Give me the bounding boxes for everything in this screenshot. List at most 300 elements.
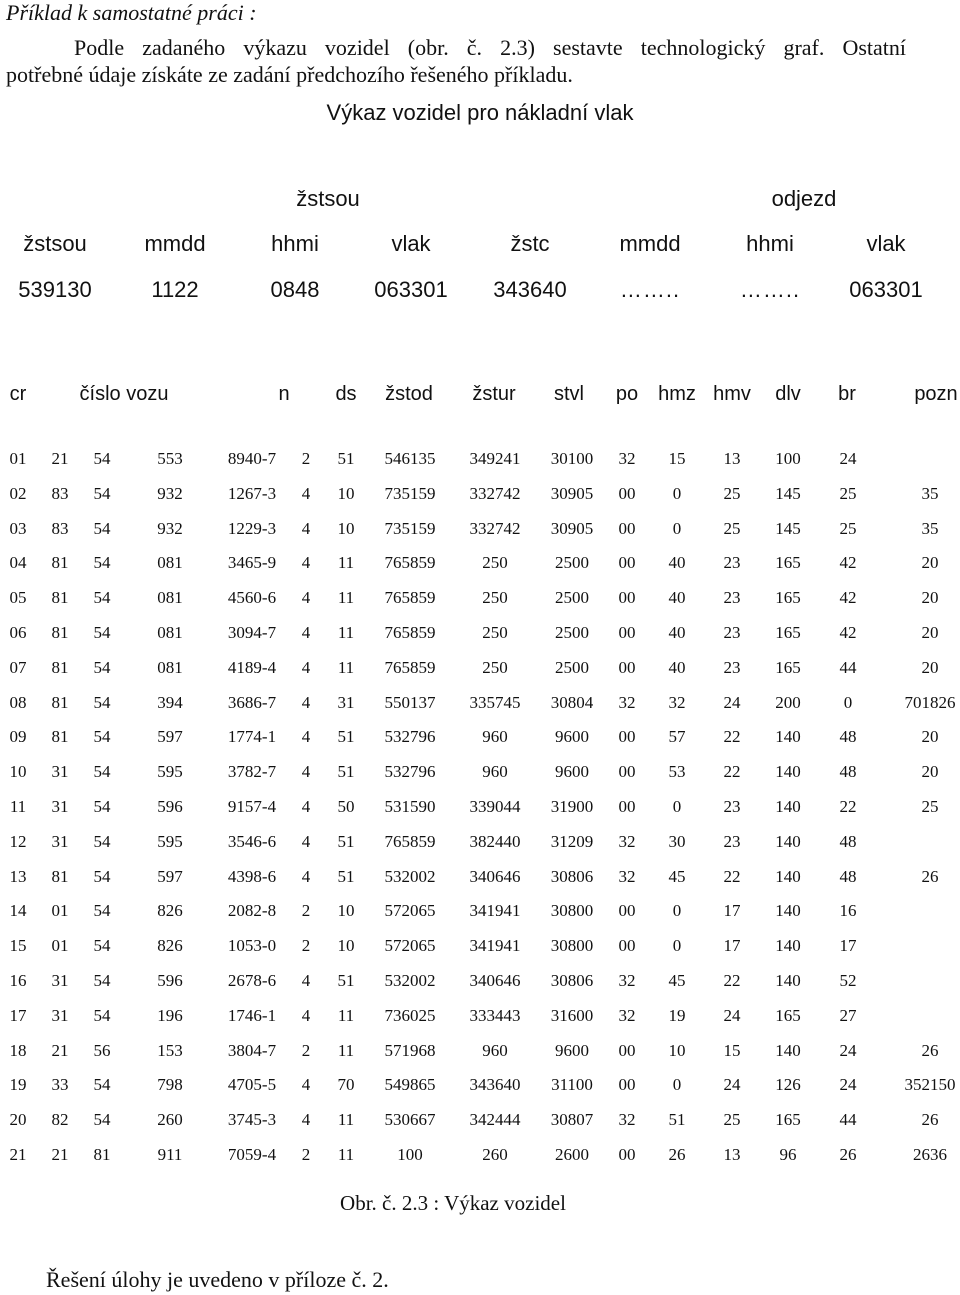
table-cell: 571968 bbox=[384, 1040, 436, 1060]
table-cell: 83 bbox=[51, 483, 69, 503]
table-cell: 532796 bbox=[384, 727, 436, 747]
table-cell: 33 bbox=[51, 1075, 69, 1095]
table-cell: 30905 bbox=[550, 518, 594, 538]
table-cell: 81 bbox=[51, 622, 69, 642]
table-cell: 2678-6 bbox=[227, 970, 277, 990]
table-cell: 27 bbox=[839, 1005, 857, 1025]
table-cell: 17 bbox=[723, 901, 741, 921]
table-cell: 11 bbox=[337, 622, 355, 642]
table-cell: 54 bbox=[93, 483, 111, 503]
train-header-value: 0848 bbox=[270, 277, 320, 302]
table-cell: 11 bbox=[337, 588, 355, 608]
table-cell: 4 bbox=[301, 553, 311, 573]
table-cell: 597 bbox=[157, 727, 183, 747]
table-cell: 17 bbox=[9, 1005, 27, 1025]
table-cell: 932 bbox=[157, 483, 183, 503]
table-cell: 51 bbox=[337, 449, 355, 468]
table-cell: 394 bbox=[157, 692, 183, 712]
table-cell: 24 bbox=[839, 1040, 857, 1060]
train-header-value: 063301 bbox=[374, 277, 448, 302]
table-cell: 4 bbox=[301, 866, 311, 886]
table-cell: 40 bbox=[668, 622, 686, 642]
table-cell: 349241 bbox=[469, 449, 521, 468]
table-cell: 54 bbox=[93, 1075, 111, 1095]
table-cell: 81 bbox=[51, 553, 69, 573]
table-cell: 23 bbox=[723, 796, 741, 816]
table-cell: 30100 bbox=[550, 449, 594, 468]
table-cell: 596 bbox=[157, 796, 183, 816]
table-cell: 30800 bbox=[550, 936, 594, 956]
table-cell: 4705-5 bbox=[227, 1075, 277, 1095]
table-cell: 21 bbox=[51, 1040, 69, 1060]
table-row bbox=[0, 936, 960, 971]
table-cell: 20 bbox=[921, 588, 939, 608]
table-cell: 31 bbox=[51, 796, 69, 816]
table-cell: 20 bbox=[921, 762, 939, 782]
table-row bbox=[0, 484, 960, 519]
table-cell: 30807 bbox=[550, 1110, 594, 1130]
table-cell: 51 bbox=[337, 727, 355, 747]
table-cell: 1053-0 bbox=[227, 936, 277, 956]
table-row bbox=[0, 1006, 960, 1041]
table-cell: 140 bbox=[775, 796, 801, 816]
table-cell: 40 bbox=[668, 588, 686, 608]
table-row bbox=[0, 693, 960, 728]
table-cell: 342444 bbox=[469, 1110, 521, 1130]
table-cell: 10 bbox=[337, 483, 355, 503]
table-cell: 2 bbox=[301, 901, 311, 921]
table-cell: 9157-4 bbox=[227, 796, 277, 816]
train-header-value: 1122 bbox=[151, 277, 199, 302]
table-cell: 04 bbox=[9, 553, 27, 573]
table-cell: 00 bbox=[618, 553, 636, 573]
table-cell: 2 bbox=[301, 449, 311, 468]
table-cell: 3094-7 bbox=[227, 622, 277, 642]
table-cell: 23 bbox=[723, 553, 741, 573]
table-cell: 48 bbox=[839, 762, 857, 782]
table-cell: 16 bbox=[839, 901, 857, 921]
table-cell: 3546-6 bbox=[227, 831, 277, 851]
table-cell: 32 bbox=[618, 866, 636, 886]
table-cell: 100 bbox=[775, 449, 801, 468]
table-cell: 13 bbox=[723, 1144, 741, 1164]
table-cell: 44 bbox=[839, 657, 857, 677]
table-cell: 30800 bbox=[550, 901, 594, 921]
table-cell: 765859 bbox=[384, 657, 436, 677]
table-cell: 22 bbox=[723, 970, 741, 990]
table-cell: 2500 bbox=[555, 622, 589, 642]
table-cell: 31600 bbox=[550, 1005, 594, 1025]
column-header: po bbox=[615, 383, 639, 405]
table-cell: 15 bbox=[723, 1040, 741, 1060]
table-cell: 00 bbox=[618, 936, 636, 956]
table-cell: 00 bbox=[618, 901, 636, 921]
table-cell: 25 bbox=[839, 483, 857, 503]
table-cell: 00 bbox=[618, 518, 636, 538]
table-cell: 2636 bbox=[913, 1144, 947, 1164]
table-cell: 4 bbox=[301, 1005, 311, 1025]
table-cell: 11 bbox=[337, 1110, 355, 1130]
table-cell: 26 bbox=[921, 1040, 939, 1060]
table-cell: 35 bbox=[921, 483, 939, 503]
table-cell: 31100 bbox=[551, 1075, 593, 1095]
table-cell: 20 bbox=[921, 727, 939, 747]
table-cell: 352150 bbox=[904, 1075, 956, 1095]
table-cell: 83 bbox=[51, 518, 69, 538]
table-cell: 48 bbox=[839, 727, 857, 747]
table-cell: 05 bbox=[9, 588, 27, 608]
table-cell: 332742 bbox=[469, 483, 521, 503]
table-cell: 140 bbox=[775, 936, 801, 956]
table-row bbox=[0, 867, 960, 902]
table-cell: 26 bbox=[668, 1144, 686, 1164]
table-row bbox=[0, 901, 960, 936]
table-cell: 911 bbox=[157, 1144, 183, 1164]
train-header-label: mmdd bbox=[144, 231, 206, 256]
table-cell: 826 bbox=[157, 901, 183, 921]
table-cell: 54 bbox=[93, 1110, 111, 1130]
table-cell: 01 bbox=[9, 449, 27, 468]
table-cell: 595 bbox=[157, 831, 183, 851]
column-header: ds bbox=[335, 383, 357, 405]
table-cell: 00 bbox=[618, 796, 636, 816]
table-cell: 11 bbox=[337, 1144, 355, 1164]
table-cell: 4 bbox=[301, 796, 311, 816]
table-cell: 1774-1 bbox=[227, 727, 277, 747]
table-cell: 165 bbox=[775, 1005, 801, 1025]
table-cell: 00 bbox=[618, 483, 636, 503]
table-cell: 9600 bbox=[555, 1040, 589, 1060]
train-header-label: vlak bbox=[866, 231, 906, 256]
table-row bbox=[0, 588, 960, 623]
table-cell: 00 bbox=[618, 588, 636, 608]
table-cell: 798 bbox=[157, 1075, 183, 1095]
group-label-station: žstsou bbox=[296, 186, 360, 211]
table-cell: 165 bbox=[775, 553, 801, 573]
table-cell: 140 bbox=[775, 901, 801, 921]
table-cell: 08 bbox=[9, 692, 27, 712]
table-cell: 54 bbox=[93, 762, 111, 782]
table-cell: 00 bbox=[618, 1144, 636, 1164]
table-cell: 140 bbox=[775, 831, 801, 851]
table-cell: 42 bbox=[839, 553, 857, 573]
instructions-line-2: potřebné údaje získáte ze zadání předchozího řešeného příkladu. bbox=[6, 62, 573, 87]
table-cell: 553 bbox=[157, 449, 183, 468]
table-cell: 70 bbox=[337, 1075, 355, 1095]
table-row bbox=[0, 832, 960, 867]
table-cell: 54 bbox=[93, 553, 111, 573]
train-header-value: …….. bbox=[739, 277, 801, 302]
table-cell: 54 bbox=[93, 588, 111, 608]
column-header: dlv bbox=[775, 383, 801, 405]
table-cell: 07 bbox=[9, 657, 27, 677]
table-cell: 81 bbox=[51, 692, 69, 712]
table-cell: 14 bbox=[9, 901, 27, 921]
table-cell: 140 bbox=[775, 727, 801, 747]
column-header: hmv bbox=[713, 383, 751, 405]
table-cell: 532002 bbox=[384, 970, 436, 990]
train-header-value: …….. bbox=[619, 277, 681, 302]
table-cell: 532796 bbox=[384, 762, 436, 782]
table-cell: 145 bbox=[775, 483, 801, 503]
table-cell: 20 bbox=[921, 657, 939, 677]
table-cell: 24 bbox=[839, 449, 857, 468]
table-row bbox=[0, 727, 960, 762]
train-header-label: mmdd bbox=[619, 231, 681, 256]
table-cell: 30 bbox=[668, 831, 686, 851]
table-cell: 3465-9 bbox=[227, 553, 277, 573]
train-header-value: 343640 bbox=[493, 277, 567, 302]
table-cell: 0 bbox=[672, 796, 682, 816]
table-cell: 0 bbox=[672, 483, 682, 503]
exercise-heading: Příklad k samostatné práci : bbox=[6, 0, 257, 25]
table-cell: 2 bbox=[301, 936, 311, 956]
table-cell: 341941 bbox=[469, 936, 521, 956]
table-cell: 546135 bbox=[384, 449, 436, 468]
table-cell: 530667 bbox=[384, 1110, 436, 1130]
table-cell: 2 bbox=[301, 1040, 311, 1060]
table-cell: 735159 bbox=[384, 518, 436, 538]
table-row bbox=[0, 1145, 960, 1180]
table-cell: 595 bbox=[157, 762, 183, 782]
table-cell: 1746-1 bbox=[227, 1005, 277, 1025]
table-row bbox=[0, 1041, 960, 1076]
table-cell: 24 bbox=[723, 1075, 741, 1095]
table-cell: 7059-4 bbox=[227, 1144, 277, 1164]
table-row bbox=[0, 1110, 960, 1145]
table-cell: 339044 bbox=[469, 796, 521, 816]
table-cell: 22 bbox=[839, 796, 857, 816]
column-header: stvl bbox=[554, 383, 584, 405]
table-cell: 54 bbox=[93, 449, 111, 468]
column-header: cr bbox=[9, 383, 27, 405]
table-cell: 0 bbox=[843, 692, 853, 712]
table-cell: 42 bbox=[839, 622, 857, 642]
table-cell: 140 bbox=[775, 762, 801, 782]
table-cell: 32 bbox=[618, 831, 636, 851]
table-cell: 15 bbox=[668, 449, 686, 468]
table-cell: 736025 bbox=[384, 1005, 436, 1025]
table-row bbox=[0, 623, 960, 658]
table-cell: 24 bbox=[723, 692, 741, 712]
column-header: pozn bbox=[914, 383, 958, 405]
table-cell: 4 bbox=[301, 657, 311, 677]
train-header-label: žstc bbox=[510, 231, 550, 256]
table-cell: 2082-8 bbox=[227, 901, 277, 921]
table-cell: 22 bbox=[723, 762, 741, 782]
table-cell: 01 bbox=[51, 936, 69, 956]
table-cell: 2500 bbox=[555, 553, 589, 573]
table-cell: 4 bbox=[301, 970, 311, 990]
table-cell: 532002 bbox=[384, 866, 436, 886]
table-cell: 54 bbox=[93, 831, 111, 851]
table-cell: 17 bbox=[723, 936, 741, 956]
table-cell: 12 bbox=[9, 831, 27, 851]
table-cell: 54 bbox=[93, 657, 111, 677]
table-cell: 20 bbox=[9, 1110, 27, 1130]
table-cell: 54 bbox=[93, 518, 111, 538]
table-cell: 140 bbox=[775, 866, 801, 886]
table-cell: 10 bbox=[337, 936, 355, 956]
table-cell: 32 bbox=[618, 449, 636, 468]
table-cell: 200 bbox=[775, 692, 801, 712]
column-header: n bbox=[278, 383, 290, 405]
exercise-instructions bbox=[6, 34, 906, 88]
table-cell: 3782-7 bbox=[227, 762, 277, 782]
footer-note: Řešení úlohy je uvedeno v příloze č. 2. bbox=[46, 1267, 389, 1292]
table-cell: 0 bbox=[672, 518, 682, 538]
table-cell: 51 bbox=[337, 762, 355, 782]
table-cell: 51 bbox=[337, 831, 355, 851]
table-cell: 30905 bbox=[550, 483, 594, 503]
table-row bbox=[0, 449, 960, 484]
table-cell: 0 bbox=[672, 901, 682, 921]
table-cell: 10 bbox=[337, 901, 355, 921]
table-row bbox=[0, 1075, 960, 1110]
table-cell: 54 bbox=[93, 970, 111, 990]
table-cell: 31 bbox=[51, 762, 69, 782]
table-cell: 20 bbox=[921, 553, 939, 573]
table-cell: 09 bbox=[9, 727, 27, 747]
table-cell: 52 bbox=[839, 970, 857, 990]
table-cell: 81 bbox=[51, 657, 69, 677]
table-cell: 4189-4 bbox=[227, 657, 277, 677]
table-cell: 35 bbox=[921, 518, 939, 538]
table-cell: 23 bbox=[723, 657, 741, 677]
table-cell: 11 bbox=[337, 1005, 355, 1025]
table-cell: 4 bbox=[301, 762, 311, 782]
table-cell: 54 bbox=[93, 727, 111, 747]
column-header: žstur bbox=[472, 383, 516, 405]
table-cell: 23 bbox=[723, 622, 741, 642]
table-cell: 25 bbox=[723, 518, 741, 538]
table-row bbox=[0, 762, 960, 797]
table-cell: 4560-6 bbox=[227, 588, 277, 608]
train-header-label: hhmi bbox=[746, 231, 794, 256]
table-cell: 51 bbox=[337, 970, 355, 990]
table-cell: 550137 bbox=[384, 692, 436, 712]
table-cell: 13 bbox=[9, 866, 27, 886]
table-cell: 81 bbox=[51, 727, 69, 747]
table-cell: 340646 bbox=[469, 970, 521, 990]
table-cell: 765859 bbox=[384, 553, 436, 573]
table-cell: 333443 bbox=[469, 1005, 521, 1025]
table-cell: 597 bbox=[157, 866, 183, 886]
table-cell: 57 bbox=[668, 727, 686, 747]
table-cell: 56 bbox=[93, 1040, 111, 1060]
table-cell: 4 bbox=[301, 727, 311, 747]
column-header: žstod bbox=[385, 383, 433, 405]
table-cell: 165 bbox=[775, 588, 801, 608]
table-cell: 00 bbox=[618, 1075, 636, 1095]
train-header-label: hhmi bbox=[271, 231, 319, 256]
table-cell: 341941 bbox=[469, 901, 521, 921]
column-header: hmz bbox=[658, 383, 696, 405]
table-cell: 340646 bbox=[469, 866, 521, 886]
table-cell: 140 bbox=[775, 970, 801, 990]
table-cell: 382440 bbox=[469, 831, 521, 851]
table-cell: 2500 bbox=[555, 657, 589, 677]
table-cell: 00 bbox=[618, 622, 636, 642]
table-cell: 00 bbox=[618, 1040, 636, 1060]
table-cell: 50 bbox=[337, 796, 355, 816]
table-cell: 572065 bbox=[384, 936, 436, 956]
table-cell: 54 bbox=[93, 901, 111, 921]
table-cell: 96 bbox=[779, 1144, 797, 1164]
table-cell: 00 bbox=[618, 762, 636, 782]
table-cell: 53 bbox=[668, 762, 686, 782]
table-cell: 765859 bbox=[384, 588, 436, 608]
table-cell: 765859 bbox=[384, 831, 436, 851]
table-cell: 165 bbox=[775, 1110, 801, 1130]
table-cell: 4398-6 bbox=[227, 866, 277, 886]
table-cell: 081 bbox=[157, 657, 183, 677]
table-cell: 250 bbox=[482, 622, 508, 642]
table-cell: 10 bbox=[668, 1040, 686, 1060]
table-cell: 4 bbox=[301, 692, 311, 712]
table-row bbox=[0, 519, 960, 554]
table-cell: 4 bbox=[301, 483, 311, 503]
table-cell: 26 bbox=[839, 1144, 857, 1164]
table-cell: 100 bbox=[397, 1144, 423, 1164]
table-cell: 23 bbox=[723, 588, 741, 608]
table-cell: 2600 bbox=[555, 1144, 589, 1164]
table-cell: 145 bbox=[775, 518, 801, 538]
table-cell: 735159 bbox=[384, 483, 436, 503]
table-cell: 26 bbox=[921, 866, 939, 886]
table-cell: 765859 bbox=[384, 622, 436, 642]
table-cell: 42 bbox=[839, 588, 857, 608]
table-cell: 4 bbox=[301, 831, 311, 851]
table-row bbox=[0, 971, 960, 1006]
table-cell: 10 bbox=[9, 762, 27, 782]
table-cell: 32 bbox=[618, 1110, 636, 1130]
table-cell: 932 bbox=[157, 518, 183, 538]
table-cell: 19 bbox=[9, 1075, 27, 1095]
table-cell: 16 bbox=[9, 970, 27, 990]
table-cell: 40 bbox=[668, 553, 686, 573]
table-cell: 00 bbox=[618, 657, 636, 677]
table-cell: 343640 bbox=[469, 1075, 521, 1095]
table-cell: 21 bbox=[51, 449, 69, 468]
table-cell: 51 bbox=[337, 866, 355, 886]
table-cell: 4 bbox=[301, 1075, 311, 1095]
table-cell: 30806 bbox=[550, 970, 594, 990]
table-cell: 31 bbox=[51, 1005, 69, 1025]
table-cell: 250 bbox=[482, 588, 508, 608]
table-cell: 32 bbox=[618, 692, 636, 712]
table-cell: 826 bbox=[157, 936, 183, 956]
table-cell: 3745-3 bbox=[227, 1110, 277, 1130]
table-cell: 153 bbox=[157, 1040, 183, 1060]
table-cell: 0 bbox=[672, 936, 682, 956]
table-cell: 32 bbox=[618, 1005, 636, 1025]
table-cell: 20 bbox=[921, 622, 939, 642]
table-cell: 260 bbox=[482, 1144, 508, 1164]
table-cell: 22 bbox=[723, 866, 741, 886]
table-cell: 11 bbox=[337, 657, 355, 677]
vehicle-table bbox=[0, 449, 960, 1180]
table-cell: 960 bbox=[482, 727, 508, 747]
table-cell: 45 bbox=[668, 970, 686, 990]
table-cell: 260 bbox=[157, 1110, 183, 1130]
table-cell: 54 bbox=[93, 866, 111, 886]
table-cell: 140 bbox=[775, 1040, 801, 1060]
table-cell: 8940-7 bbox=[227, 449, 277, 468]
table-cell: 4 bbox=[301, 622, 311, 642]
table-cell: 22 bbox=[723, 727, 741, 747]
table-cell: 54 bbox=[93, 692, 111, 712]
